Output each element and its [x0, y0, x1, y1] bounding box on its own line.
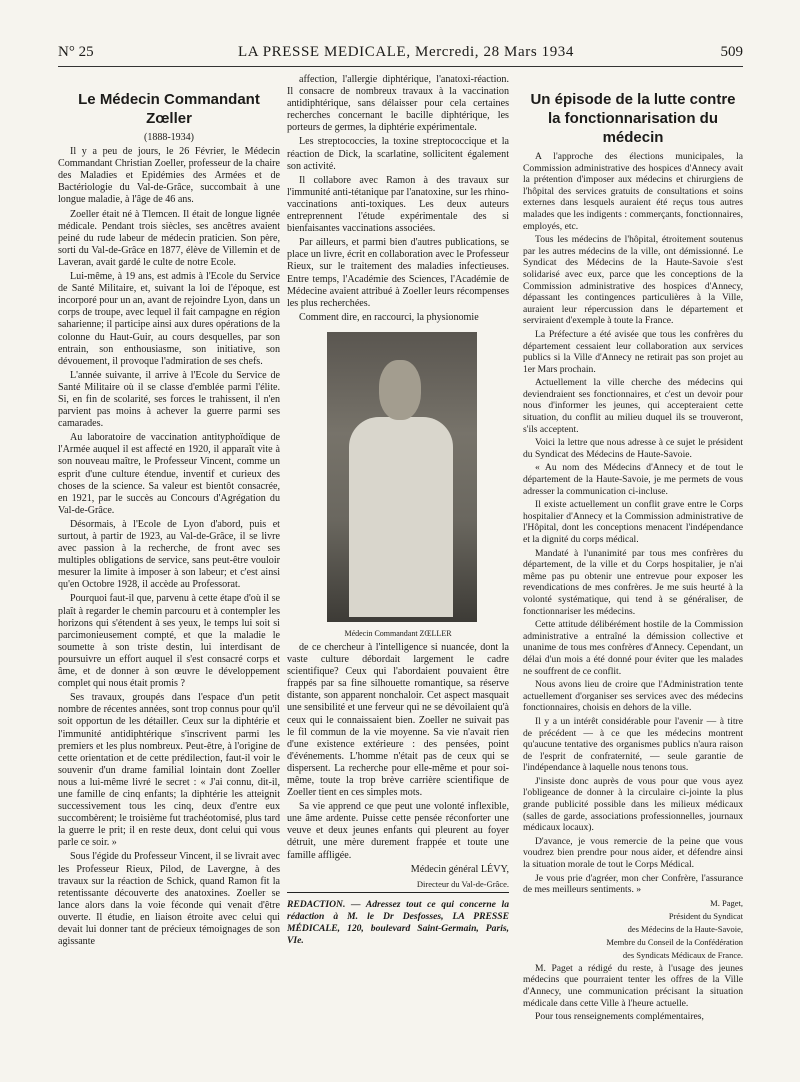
paragraph: Sous l'égide du Professeur Vincent, il se livrait avec les Professeur Rieux, Pilod, de Lavergne, à des travaux sur la réaction de Schick, quand Ramon fit la retentissante découverte des anatoxines. Zoeller se lance alors dans la voie féconde qui venait d'être ouverte. Il étudie, en liaison étroite avec celui qui devait lui donner tant de précieux témoignages de son agissante — [58, 851, 280, 948]
signature-line: Président du Syndicat — [668, 910, 743, 921]
paragraph: Il y a un intérêt considérable pour l'avenir — à titre de précédent — à ce que les médecins montrent qu'aucune tentative des organismes publics n'aura raison de l'esprit de confraternité, — seule garantie de l'indépendance à laquelle nous tenons tous. — [523, 715, 743, 774]
paragraph: Voici la lettre que nous adresse à ce sujet le président du Syndicat des Médecins de Haute-Savoie. — [523, 437, 743, 460]
paragraph: L'année suivante, il arrive à l'Ecole du Service de Santé Militaire où il se classe d'emblée parmi l'élite. Si, en fin de scolarité, ses forces le trahissent, il n'en parvient pas moins à achever la guerre parmi ses camarades. — [58, 369, 280, 430]
signature-name: M. Paget, — [710, 897, 743, 908]
paragraph: Actuellement la ville cherche des médecins qui deviendraient ses fonctionnaires, et c'est un devoir pour nous d'informer les jeunes, qui accepteraient cette situation, du conflit au milieu duquel ils se trouveront, s'ils acceptent. — [523, 377, 743, 435]
paragraph: de ce chercheur à l'intelligence si nuancée, dont la vaste culture débordait largement le cadre scientifique? Ceux qui l'abordaient pouvaient être frappés par sa fine silhouette romantique, sa réserve distante, son apparent nonchaloir. Cet aspect masquait une sensibilité et une ferveur qui ne se dévoilaient qu'à ceux qui le connaissaient bien. Zoeller ne suivait pas le fil commun de la vie moyenne. Sa vie n'avait rien d'une existence extérieure : des pensées, point d'événements. L'homme n'était pas de ceux qui se dispersent. La recherche pour elle-même et pour soi-même, toute la trop brève carrière scientifique de Zoeller tient en ces simples mots. — [287, 641, 509, 799]
paragraph: Désormais, à l'Ecole de Lyon d'abord, puis et surtout, à partir de 1923, au Val-de-Grâce, il se livre avec passion à la recherche, de front avec ses multiples obligations de service, sans peut-être vouloir mesurer la limite à imposer à son labeur; et c'est ainsi qu'en Octobre 1928, il accède au Professorat. — [58, 518, 280, 591]
redaction-notice: REDACTION. — Adressez tout ce qui concerne la rédaction à M. le Dr Desfosses, LA PRESSE MÉDICALE, 120, boulevard Saint-Germain, Paris, VIe. — [287, 892, 509, 947]
column-1 — [58, 78, 280, 1073]
header-rule — [58, 66, 743, 67]
paragraph: Zoeller était né à Tlemcen. Il était de longue lignée médicale. Pendant trois siècles, ses ancêtres avaient peiné du rude labeur de médecin praticien. Son père, sorti du Val-de-Grâce en 1877, élève de Villemin et de Laveran, avait gardé le culte de notre Ecole. — [58, 208, 280, 268]
paragraph: A l'approche des élections municipales, la Commission administrative des hospices d'Annecy avait la prétention d'imposer aux médecins et chirurgiens de l'hôpital des services gratuits de consultations et soins externes dans lesquels auraient été reçus tous autres malades que les indigents : commerçants, fonctionnaires, employés, etc. — [523, 151, 743, 232]
article-title: Un épisode de la lutte contre la fonctionnarisation du médecin — [530, 91, 736, 146]
newspaper-title: LA PRESSE MEDICALE, Mercredi, 28 Mars 1934 — [238, 44, 575, 60]
paragraph: D'avance, je vous remercie de la peine que vous voudrez bien prendre pour nous aider, et défendre ainsi la situation morale de tout le Corps Médical. — [523, 835, 743, 871]
paragraph: M. Paget a rédigé du reste, à l'usage des jeunes médecins que pourraient tenter les offres de la Ville d'Annecy, une communication précisant la situation médicale dans cette Ville à l'heure actuelle. — [523, 962, 743, 1009]
column-2 — [287, 74, 509, 1074]
paragraph: Par ailleurs, et parmi bien d'autres publications, se place un livre, écrit en collaboration avec le Professeur Rieux, sur le traitement des maladies infectieuses. Entre temps, l'Académie des Sciences, l'Académie de Médecine avaient attribué à Zoeller leurs récompenses les plus recherchées. — [287, 237, 509, 309]
photo-figure-face — [379, 360, 421, 420]
article-title: Le Médecin Commandant Zœller — [78, 91, 260, 127]
article-dates: (1888-1934) — [144, 132, 194, 143]
signature-line: des Médecins de la Haute-Savoie, — [627, 923, 743, 934]
paragraph: La Préfecture a été avisée que tous les confrères du département cessaient leur collaboration aux services publics si la Ville d'Annecy ne retirait pas son projet au 1er Mars prochain. — [523, 328, 743, 375]
paragraph: Mandaté à l'unanimité par tous mes confrères du département, de la ville et du Corps hospitalier, je n'ai même pas pu obtenir une entrevue pour exposer les revendications de mes confrères. Je me suis heurté à la volonté systématique, qui tend à se généraliser, de fonctionnariser les médecins. — [523, 547, 743, 617]
paragraph: Sa vie apprend ce que peut une volonté inflexible, une âme ardente. Puisse cette pensée réconforter une veuve et deux jeunes enfants qui pleurent au foyer détruit, une mère durement frappée et toute une famille affligée. — [287, 801, 509, 861]
paragraph: Comment dire, en raccourci, la physionomie — [299, 311, 479, 323]
paragraph: Au laboratoire de vaccination antityphoïdique de l'Armée auquel il est affecté en 1920, il apparaît vite à son nouveau maître, le Professeur Vincent, comme un esprit d'une culture étendue, inventif et curieux des choses de la science. Sa valeur est bientôt consacrée, en 1921, par le succès au Concours d'Agrégation du Val-de-Grâce. — [58, 432, 280, 516]
signature-title: Directeur du Val-de-Grâce. — [416, 878, 509, 889]
paragraph: Pourquoi faut-il que, parvenu à cette étape d'où il se plaît à regarder le chemin parcouru et à contempler les horizons qui s'étendent à ses yeux, le temps lui soit si parcimonieusement compté, et que la maladie le soumette à son triste destin, lui interdisant de poursuivre un effort auquel il s'est consacré corps et âme, et de donner à son œuvre le développement complet qui nous était promis ? — [58, 593, 280, 690]
paragraph: Tous les médecins de l'hôpital, étroitement soutenus par les autres médecins de la ville, ont démissionné. Le Syndicat des Médecins de la Haute-Savoie s'est solidarisé avec eux, parce que les conceptions de la Commission administrative des hospices d'Annecy, dépassant les contingences particulières à la Ville, auraient leur répercussion dans le département et serviraient d'exemple à toute la France. — [523, 234, 743, 327]
paragraph: Il y a peu de jours, le 26 Février, le Médecin Commandant Christian Zoeller, professeur de la chaire des Maladies et Epidémies des Armées et de Bactériologie du Val-de-Grâce, succombait à une longue maladie, à l'âge de 46 ans. — [58, 146, 280, 206]
photo-figure-coat — [349, 417, 453, 617]
issue-number: N° 25 — [58, 44, 94, 60]
signature-line: des Syndicats Médicaux de France. — [622, 949, 743, 960]
paragraph: Pour tous renseignements complémentaires, — [535, 1011, 704, 1023]
paragraph: J'insiste donc auprès de vous pour que vous ayez l'obligeance de donner à la circulaire ci-jointe la plus grande publicité possible dans les milieux médicaux (salles de garde, associations professionnelles, journaux médicaux locaux). — [523, 775, 743, 834]
paragraph: Nous avons lieu de croire que l'Administration tente actuellement d'organiser ses services avec des médecins fonctionnaires, choisis en dehors de la ville. — [523, 679, 743, 714]
portrait-photo — [327, 332, 477, 622]
paragraph: Il collabore avec Ramon à des travaux sur l'immunité anti-tétanique par l'anatoxine, sur les rhino-vaccinations anti-toxiques. Les deux auteurs entreprennent l'étude expérimentale des si bienfaisantes vaccinations associées. — [287, 174, 509, 235]
column-3 — [523, 78, 743, 1073]
paragraph: Je vous prie d'agréer, mon cher Confrère, l'assurance de mes meilleurs sentiments. » — [523, 872, 743, 896]
paragraph: « Au nom des Médecins d'Annecy et de tout le département de la Haute-Savoie, je me permets de vous adresser la communication ci-incluse. — [523, 462, 743, 497]
page-header — [58, 44, 743, 64]
signature-line: Membre du Conseil de la Confédération — [606, 936, 743, 947]
photo-caption: Médecin Commandant ZŒLLER — [344, 628, 452, 638]
paragraph: Lui-même, à 19 ans, est admis à l'Ecole du Service de Santé Militaire, et, suivant la loi de l'époque, est incorporé pour un an, avant de rejoindre Lyon, dans un corps de troupe, avec lequel il fait campagne en région saharienne; il participe ainsi aux dures opérations de la colonne du Haut-Guir, au cours desquelles, par son entrain, son enthousiasme, son initiative, son dévouement, il provoque l'admiration de ses chefs. — [58, 271, 280, 367]
paragraph: affection, l'allergie diphtérique, l'anatoxi-réaction. Il consacre de nombreux travaux à la vaccination antidiphtérique, sans délaisser pour cela certaines recherches concernant le bacille diphtérique, les porteurs de germes, la diphtérie expérimentale. — [287, 74, 509, 134]
signature: Médecin général LÉVY, — [410, 863, 509, 875]
paragraph: Ses travaux, groupés dans l'espace d'un petit nombre de récentes années, sont trop connus pour qu'il soit opportun de les détailler. Ceux sur la diphtérie et l'immunité antidiphtérique s'inscrivent parmi les premiers et les plus nombreux. Peut-être, à l'origine de cette orientation et de cette prédilection, faut-il voir le souvenir d'un drame familial lointain dont Zoeller nous a lui-même livré le secret : « J'ai connu, dit-il, une famille de cinq enfants; la diphtérie les atteignit successivement tous les cinq, deux d'entre eux succombèrent; le troisième fut trachéotomisé, plus tard la guerre le prit; il en reste deux, dont celui qui vous parle ce soir. » — [58, 692, 280, 849]
paragraph: Cette attitude délibérément hostile de la Commission administrative a entraîné la démission collective et unanime de tous mes confrères d'Annecy. Cependant, un délai d'un mois a été donné pour éviter que les malades ne souffrent de ce conflit. — [523, 619, 743, 677]
paragraph: Il existe actuellement un conflit grave entre le Corps hospitalier d'Annecy et la Commission administrative de l'Hôpital, dont les conceptions menacent l'indépendance et la dignité du corps médical. — [523, 499, 743, 545]
paragraph: Les streptococcies, la toxine streptococcique et la réaction de Dick, la scarlatine, sollicitent également son activité. — [287, 136, 509, 172]
page-number: 509 — [720, 44, 743, 60]
